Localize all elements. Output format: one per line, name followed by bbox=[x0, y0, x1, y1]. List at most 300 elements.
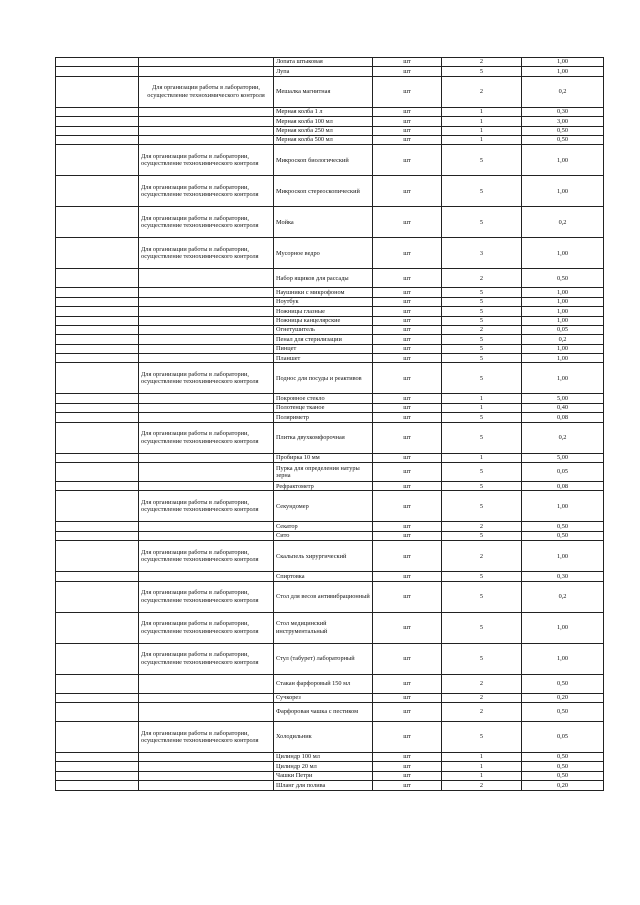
section-cell bbox=[56, 58, 139, 67]
unit-cell: шт bbox=[373, 363, 442, 394]
section-cell bbox=[56, 403, 139, 412]
quantity-cell: 1 bbox=[442, 117, 522, 126]
quantity-cell: 5 bbox=[442, 316, 522, 325]
value-cell: 1,00 bbox=[522, 145, 604, 176]
table-row bbox=[56, 288, 604, 297]
value-cell: 1,00 bbox=[522, 316, 604, 325]
table-row bbox=[56, 297, 604, 306]
unit-cell: шт bbox=[373, 771, 442, 780]
unit-cell: шт bbox=[373, 762, 442, 771]
table-row bbox=[56, 325, 604, 334]
quantity-cell: 2 bbox=[442, 702, 522, 721]
value-cell: 1,00 bbox=[522, 643, 604, 674]
table-row bbox=[56, 581, 604, 612]
value-cell: 1,00 bbox=[522, 307, 604, 316]
value-cell: 5,00 bbox=[522, 394, 604, 403]
unit-cell: шт bbox=[373, 643, 442, 674]
section-cell bbox=[56, 307, 139, 316]
section-cell bbox=[56, 176, 139, 207]
value-cell: 0,50 bbox=[522, 522, 604, 531]
item-name-cell: Плитка двухкомфорочная bbox=[274, 422, 373, 453]
unit-cell: шт bbox=[373, 207, 442, 238]
value-cell: 0,20 bbox=[522, 781, 604, 790]
unit-cell: шт bbox=[373, 453, 442, 462]
quantity-cell: 5 bbox=[442, 335, 522, 344]
purpose-cell: Для организации работы в лаборатории, осуществление технохимического контроля bbox=[139, 145, 274, 176]
purpose-cell: Для организации работы в лаборатории, осуществление технохимического контроля bbox=[139, 76, 274, 107]
table-row bbox=[56, 269, 604, 288]
unit-cell: шт bbox=[373, 297, 442, 306]
equipment-table bbox=[55, 57, 604, 791]
section-cell bbox=[56, 325, 139, 334]
value-cell: 0,50 bbox=[522, 762, 604, 771]
purpose-cell bbox=[139, 269, 274, 288]
table-row bbox=[56, 394, 604, 403]
value-cell: 0,30 bbox=[522, 107, 604, 116]
value-cell: 1,00 bbox=[522, 297, 604, 306]
table-row bbox=[56, 752, 604, 761]
item-name-cell: Планшет bbox=[274, 354, 373, 363]
table-row bbox=[56, 771, 604, 780]
purpose-cell bbox=[139, 67, 274, 76]
table-row bbox=[56, 238, 604, 269]
table-row bbox=[56, 207, 604, 238]
item-name-cell: Пенал для стерилизации bbox=[274, 335, 373, 344]
section-cell bbox=[56, 422, 139, 453]
purpose-cell bbox=[139, 335, 274, 344]
table-row bbox=[56, 491, 604, 522]
value-cell: 0,2 bbox=[522, 422, 604, 453]
item-name-cell: Мерная колба 1 л bbox=[274, 107, 373, 116]
item-name-cell: Лопата штыковая bbox=[274, 58, 373, 67]
purpose-cell bbox=[139, 316, 274, 325]
unit-cell: шт bbox=[373, 463, 442, 482]
purpose-cell: Для организации работы в лаборатории, осуществление технохимического контроля bbox=[139, 491, 274, 522]
section-cell bbox=[56, 531, 139, 540]
section-cell bbox=[56, 354, 139, 363]
unit-cell: шт bbox=[373, 107, 442, 116]
section-cell bbox=[56, 674, 139, 693]
value-cell: 0,2 bbox=[522, 76, 604, 107]
value-cell: 0,2 bbox=[522, 581, 604, 612]
value-cell: 1,00 bbox=[522, 58, 604, 67]
item-name-cell: Поднос для посуды и реактивов bbox=[274, 363, 373, 394]
item-name-cell: Стул (табурет) лабораторный bbox=[274, 643, 373, 674]
value-cell: 0,40 bbox=[522, 403, 604, 412]
purpose-cell bbox=[139, 117, 274, 126]
quantity-cell: 5 bbox=[442, 363, 522, 394]
section-cell bbox=[56, 702, 139, 721]
unit-cell: шт bbox=[373, 288, 442, 297]
unit-cell: шт bbox=[373, 316, 442, 325]
quantity-cell: 1 bbox=[442, 403, 522, 412]
equipment-table-page bbox=[55, 57, 585, 791]
section-cell bbox=[56, 781, 139, 790]
purpose-cell bbox=[139, 771, 274, 780]
quantity-cell: 1 bbox=[442, 107, 522, 116]
quantity-cell: 5 bbox=[442, 482, 522, 491]
table-row bbox=[56, 316, 604, 325]
quantity-cell: 1 bbox=[442, 394, 522, 403]
table-row bbox=[56, 693, 604, 702]
value-cell: 0,08 bbox=[522, 482, 604, 491]
section-cell bbox=[56, 541, 139, 572]
item-name-cell: Ножницы глазные bbox=[274, 307, 373, 316]
purpose-cell bbox=[139, 58, 274, 67]
quantity-cell: 5 bbox=[442, 207, 522, 238]
table-row bbox=[56, 58, 604, 67]
item-name-cell: Цилиндр 20 мл bbox=[274, 762, 373, 771]
unit-cell: шт bbox=[373, 67, 442, 76]
section-cell bbox=[56, 491, 139, 522]
section-cell bbox=[56, 572, 139, 581]
value-cell: 1,00 bbox=[522, 67, 604, 76]
table-row bbox=[56, 67, 604, 76]
value-cell: 3,00 bbox=[522, 117, 604, 126]
value-cell: 1,00 bbox=[522, 288, 604, 297]
section-cell bbox=[56, 463, 139, 482]
unit-cell: шт bbox=[373, 702, 442, 721]
purpose-cell bbox=[139, 463, 274, 482]
unit-cell: шт bbox=[373, 135, 442, 144]
section-cell bbox=[56, 413, 139, 422]
table-row bbox=[56, 531, 604, 540]
table-row bbox=[56, 422, 604, 453]
purpose-cell: Для организации работы в лаборатории, осуществление технохимического контроля bbox=[139, 207, 274, 238]
unit-cell: шт bbox=[373, 354, 442, 363]
quantity-cell: 1 bbox=[442, 126, 522, 135]
value-cell: 1,00 bbox=[522, 176, 604, 207]
purpose-cell bbox=[139, 693, 274, 702]
purpose-cell bbox=[139, 107, 274, 116]
purpose-cell: Для организации работы в лаборатории, осуществление технохимического контроля bbox=[139, 422, 274, 453]
item-name-cell: Пурка для определения натуры зерна bbox=[274, 463, 373, 482]
section-cell bbox=[56, 762, 139, 771]
item-name-cell: Шланг для полива bbox=[274, 781, 373, 790]
unit-cell: шт bbox=[373, 422, 442, 453]
item-name-cell: Стакан фарфоровый 150 мл bbox=[274, 674, 373, 693]
item-name-cell: Сито bbox=[274, 531, 373, 540]
purpose-cell bbox=[139, 394, 274, 403]
quantity-cell: 5 bbox=[442, 413, 522, 422]
purpose-cell bbox=[139, 453, 274, 462]
section-cell bbox=[56, 771, 139, 780]
table-row bbox=[56, 176, 604, 207]
purpose-cell: Для организации работы в лаборатории, осуществление технохимического контроля bbox=[139, 581, 274, 612]
table-row bbox=[56, 107, 604, 116]
purpose-cell bbox=[139, 126, 274, 135]
section-cell bbox=[56, 335, 139, 344]
section-cell bbox=[56, 721, 139, 752]
purpose-cell: Для организации работы в лаборатории, осуществление технохимического контроля bbox=[139, 363, 274, 394]
item-name-cell: Рефрактометр bbox=[274, 482, 373, 491]
value-cell: 0,05 bbox=[522, 721, 604, 752]
item-name-cell: Набор ящиков для рассады bbox=[274, 269, 373, 288]
section-cell bbox=[56, 297, 139, 306]
unit-cell: шт bbox=[373, 176, 442, 207]
section-cell bbox=[56, 643, 139, 674]
item-name-cell: Фарфоровая чашка с пестиком bbox=[274, 702, 373, 721]
item-name-cell: Покровное стекло bbox=[274, 394, 373, 403]
purpose-cell bbox=[139, 531, 274, 540]
table-row bbox=[56, 762, 604, 771]
table-row bbox=[56, 482, 604, 491]
unit-cell: шт bbox=[373, 269, 442, 288]
quantity-cell: 5 bbox=[442, 145, 522, 176]
quantity-cell: 1 bbox=[442, 453, 522, 462]
item-name-cell: Стол медицинский инструментальный bbox=[274, 612, 373, 643]
quantity-cell: 5 bbox=[442, 307, 522, 316]
table-row bbox=[56, 572, 604, 581]
value-cell: 0,2 bbox=[522, 207, 604, 238]
section-cell bbox=[56, 288, 139, 297]
item-name-cell: Лупа bbox=[274, 67, 373, 76]
value-cell: 0,50 bbox=[522, 269, 604, 288]
table-row bbox=[56, 781, 604, 790]
unit-cell: шт bbox=[373, 126, 442, 135]
purpose-cell bbox=[139, 344, 274, 353]
table-row bbox=[56, 453, 604, 462]
value-cell: 1,00 bbox=[522, 491, 604, 522]
purpose-cell bbox=[139, 307, 274, 316]
section-cell bbox=[56, 482, 139, 491]
item-name-cell: Пинцет bbox=[274, 344, 373, 353]
purpose-cell bbox=[139, 752, 274, 761]
purpose-cell: Для организации работы в лаборатории, осуществление технохимического контроля bbox=[139, 238, 274, 269]
item-name-cell: Цилиндр 100 мл bbox=[274, 752, 373, 761]
section-cell bbox=[56, 107, 139, 116]
purpose-cell: Для организации работы в лаборатории, осуществление технохимического контроля bbox=[139, 541, 274, 572]
table-row bbox=[56, 541, 604, 572]
value-cell: 1,00 bbox=[522, 363, 604, 394]
unit-cell: шт bbox=[373, 541, 442, 572]
purpose-cell bbox=[139, 781, 274, 790]
item-name-cell: Секундомер bbox=[274, 491, 373, 522]
purpose-cell bbox=[139, 135, 274, 144]
quantity-cell: 5 bbox=[442, 491, 522, 522]
quantity-cell: 2 bbox=[442, 522, 522, 531]
value-cell: 0,50 bbox=[522, 135, 604, 144]
quantity-cell: 2 bbox=[442, 269, 522, 288]
item-name-cell: Мерная колба 500 мл bbox=[274, 135, 373, 144]
unit-cell: шт bbox=[373, 325, 442, 334]
quantity-cell: 1 bbox=[442, 771, 522, 780]
quantity-cell: 5 bbox=[442, 354, 522, 363]
unit-cell: шт bbox=[373, 674, 442, 693]
value-cell: 0,50 bbox=[522, 126, 604, 135]
purpose-cell bbox=[139, 702, 274, 721]
section-cell bbox=[56, 363, 139, 394]
value-cell: 0,50 bbox=[522, 771, 604, 780]
quantity-cell: 5 bbox=[442, 721, 522, 752]
item-name-cell: Мерная колба 250 мл bbox=[274, 126, 373, 135]
section-cell bbox=[56, 752, 139, 761]
purpose-cell bbox=[139, 522, 274, 531]
section-cell bbox=[56, 145, 139, 176]
section-cell bbox=[56, 126, 139, 135]
table-row bbox=[56, 643, 604, 674]
item-name-cell: Микроскоп стереоскопический bbox=[274, 176, 373, 207]
table-row bbox=[56, 307, 604, 316]
quantity-cell: 2 bbox=[442, 541, 522, 572]
quantity-cell: 5 bbox=[442, 422, 522, 453]
item-name-cell: Холодильник bbox=[274, 721, 373, 752]
section-cell bbox=[56, 67, 139, 76]
value-cell: 0,08 bbox=[522, 413, 604, 422]
value-cell: 1,00 bbox=[522, 238, 604, 269]
item-name-cell: Поляриметр bbox=[274, 413, 373, 422]
section-cell bbox=[56, 522, 139, 531]
unit-cell: шт bbox=[373, 612, 442, 643]
value-cell: 1,00 bbox=[522, 344, 604, 353]
section-cell bbox=[56, 207, 139, 238]
unit-cell: шт bbox=[373, 781, 442, 790]
quantity-cell: 5 bbox=[442, 581, 522, 612]
quantity-cell: 5 bbox=[442, 531, 522, 540]
section-cell bbox=[56, 394, 139, 403]
purpose-cell bbox=[139, 674, 274, 693]
quantity-cell: 1 bbox=[442, 762, 522, 771]
item-name-cell: Сучкорез bbox=[274, 693, 373, 702]
unit-cell: шт bbox=[373, 58, 442, 67]
section-cell bbox=[56, 344, 139, 353]
unit-cell: шт bbox=[373, 693, 442, 702]
quantity-cell: 5 bbox=[442, 288, 522, 297]
value-cell: 0,30 bbox=[522, 572, 604, 581]
section-cell bbox=[56, 316, 139, 325]
unit-cell: шт bbox=[373, 581, 442, 612]
quantity-cell: 5 bbox=[442, 344, 522, 353]
unit-cell: шт bbox=[373, 482, 442, 491]
value-cell: 0,2 bbox=[522, 335, 604, 344]
value-cell: 5,00 bbox=[522, 453, 604, 462]
value-cell: 0,50 bbox=[522, 674, 604, 693]
quantity-cell: 5 bbox=[442, 67, 522, 76]
quantity-cell: 5 bbox=[442, 297, 522, 306]
item-name-cell: Полотенце тканое bbox=[274, 403, 373, 412]
item-name-cell: Пробирка 10 мм bbox=[274, 453, 373, 462]
section-cell bbox=[56, 269, 139, 288]
item-name-cell: Мерная колба 100 мл bbox=[274, 117, 373, 126]
section-cell bbox=[56, 238, 139, 269]
quantity-cell: 2 bbox=[442, 325, 522, 334]
section-cell bbox=[56, 612, 139, 643]
table-row bbox=[56, 413, 604, 422]
value-cell: 0,50 bbox=[522, 531, 604, 540]
purpose-cell bbox=[139, 413, 274, 422]
unit-cell: шт bbox=[373, 117, 442, 126]
quantity-cell: 5 bbox=[442, 643, 522, 674]
quantity-cell: 1 bbox=[442, 752, 522, 761]
table-row bbox=[56, 363, 604, 394]
table-row bbox=[56, 117, 604, 126]
purpose-cell bbox=[139, 762, 274, 771]
section-cell bbox=[56, 117, 139, 126]
purpose-cell bbox=[139, 297, 274, 306]
purpose-cell bbox=[139, 354, 274, 363]
section-cell bbox=[56, 135, 139, 144]
table-row bbox=[56, 403, 604, 412]
table-row bbox=[56, 135, 604, 144]
purpose-cell bbox=[139, 482, 274, 491]
item-name-cell: Мойка bbox=[274, 207, 373, 238]
unit-cell: шт bbox=[373, 721, 442, 752]
table-row bbox=[56, 145, 604, 176]
item-name-cell: Стол для весов антивибрационный bbox=[274, 581, 373, 612]
quantity-cell: 5 bbox=[442, 612, 522, 643]
table-row bbox=[56, 344, 604, 353]
section-cell bbox=[56, 76, 139, 107]
value-cell: 0,05 bbox=[522, 325, 604, 334]
value-cell: 1,00 bbox=[522, 612, 604, 643]
section-cell bbox=[56, 693, 139, 702]
quantity-cell: 2 bbox=[442, 674, 522, 693]
table-row bbox=[56, 76, 604, 107]
quantity-cell: 5 bbox=[442, 463, 522, 482]
table-row bbox=[56, 674, 604, 693]
quantity-cell: 2 bbox=[442, 76, 522, 107]
purpose-cell bbox=[139, 572, 274, 581]
table-row bbox=[56, 335, 604, 344]
value-cell: 0,50 bbox=[522, 752, 604, 761]
purpose-cell: Для организации работы в лаборатории, осуществление технохимического контроля bbox=[139, 721, 274, 752]
table-row bbox=[56, 612, 604, 643]
purpose-cell: Для организации работы в лаборатории, осуществление технохимического контроля bbox=[139, 176, 274, 207]
table-row bbox=[56, 354, 604, 363]
item-name-cell: Чашки Петри bbox=[274, 771, 373, 780]
unit-cell: шт bbox=[373, 491, 442, 522]
unit-cell: шт bbox=[373, 413, 442, 422]
section-cell bbox=[56, 453, 139, 462]
item-name-cell: Мусорное ведро bbox=[274, 238, 373, 269]
item-name-cell: Ноутбук bbox=[274, 297, 373, 306]
value-cell: 1,00 bbox=[522, 354, 604, 363]
unit-cell: шт bbox=[373, 238, 442, 269]
table-row bbox=[56, 702, 604, 721]
unit-cell: шт bbox=[373, 752, 442, 761]
value-cell: 1,00 bbox=[522, 541, 604, 572]
unit-cell: шт bbox=[373, 76, 442, 107]
unit-cell: шт bbox=[373, 522, 442, 531]
value-cell: 0,20 bbox=[522, 693, 604, 702]
item-name-cell: Секатор bbox=[274, 522, 373, 531]
item-name-cell: Скальпель хирургический bbox=[274, 541, 373, 572]
item-name-cell: Спиртовка bbox=[274, 572, 373, 581]
quantity-cell: 1 bbox=[442, 135, 522, 144]
purpose-cell bbox=[139, 288, 274, 297]
item-name-cell: Ножницы канцелярские bbox=[274, 316, 373, 325]
quantity-cell: 2 bbox=[442, 58, 522, 67]
purpose-cell: Для организации работы в лаборатории, осуществление технохимического контроля bbox=[139, 612, 274, 643]
item-name-cell: Наушники с микрофоном bbox=[274, 288, 373, 297]
unit-cell: шт bbox=[373, 307, 442, 316]
table-row bbox=[56, 721, 604, 752]
quantity-cell: 5 bbox=[442, 572, 522, 581]
unit-cell: шт bbox=[373, 344, 442, 353]
value-cell: 0,50 bbox=[522, 702, 604, 721]
quantity-cell: 3 bbox=[442, 238, 522, 269]
table-row bbox=[56, 463, 604, 482]
unit-cell: шт bbox=[373, 403, 442, 412]
quantity-cell: 2 bbox=[442, 781, 522, 790]
purpose-cell bbox=[139, 325, 274, 334]
item-name-cell: Мешалка магнитная bbox=[274, 76, 373, 107]
value-cell: 0,05 bbox=[522, 463, 604, 482]
quantity-cell: 2 bbox=[442, 693, 522, 702]
section-cell bbox=[56, 581, 139, 612]
unit-cell: шт bbox=[373, 145, 442, 176]
unit-cell: шт bbox=[373, 335, 442, 344]
